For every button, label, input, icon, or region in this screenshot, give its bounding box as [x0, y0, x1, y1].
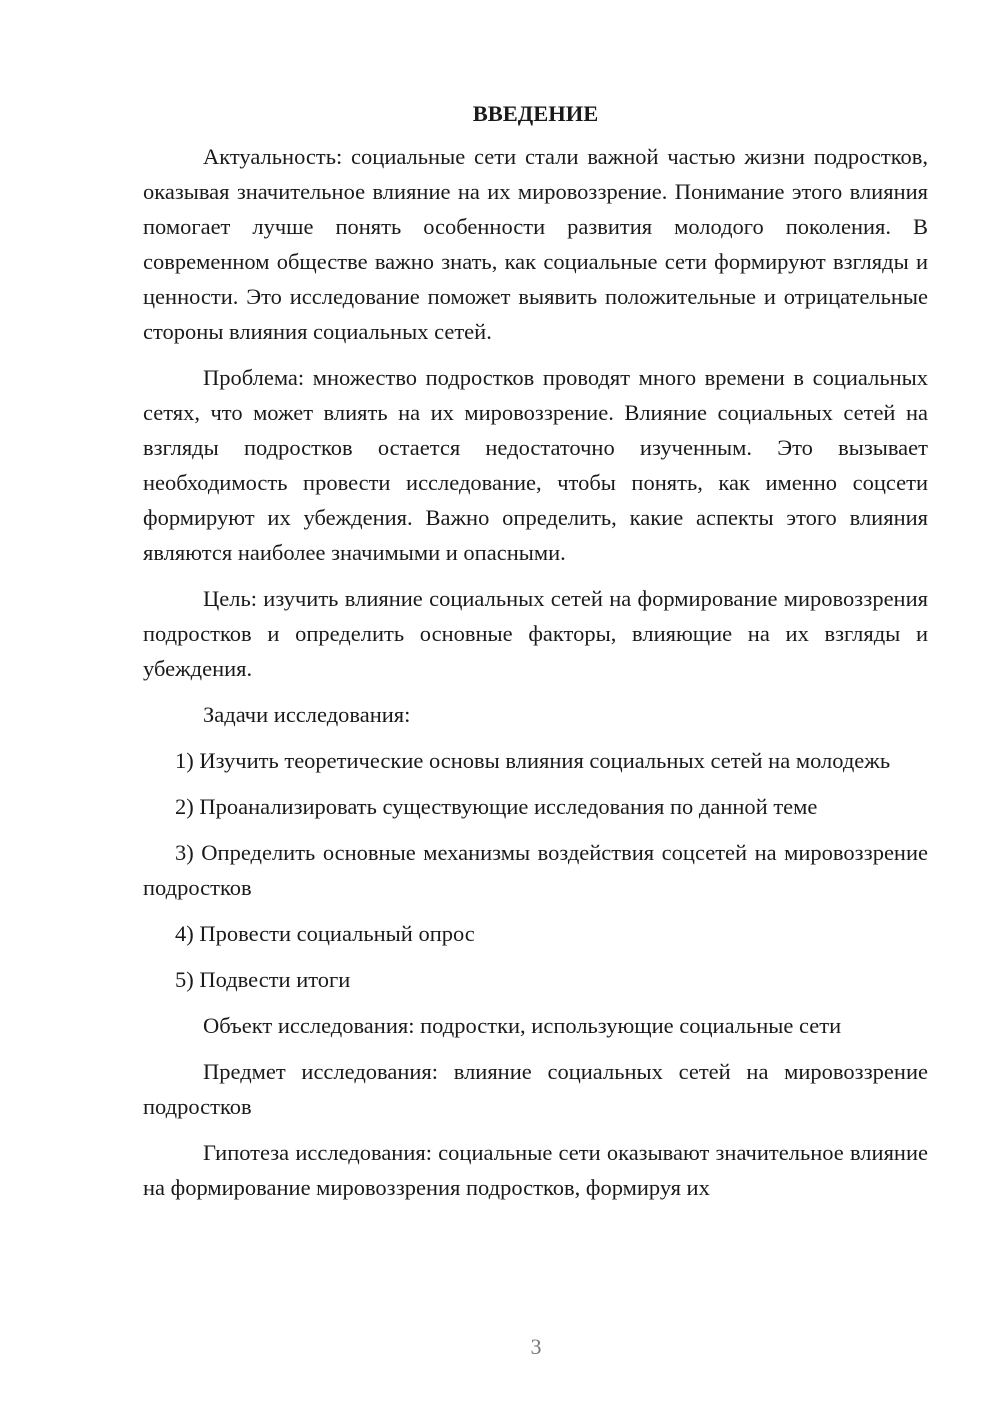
tasks-list	[143, 743, 928, 997]
subject-paragraph: Предмет исследования: влияние социальных сетей на мировоззрение подростков	[143, 1059, 928, 1119]
task-item: 1) Изучить теоретические основы влияния социальных сетей на молодежь	[175, 748, 891, 773]
page-number: 3	[530, 1334, 542, 1359]
task-item: 5) Подвести итоги	[175, 967, 351, 992]
task-item: 3) Определить основные механизмы воздействия соцсетей на мировоззрение подростков	[143, 840, 928, 900]
relevance-paragraph: Актуальность: социальные сети стали важной частью жизни подростков, оказывая значительное влияние на их мировоззрение. Понимание этого влияния помогает лучше понять особенности развития молодого поколения. В современном обществе важно знать, как социальные сети формируют взгляды и ценности. Это исследование поможет выявить положительные и отрицательные стороны влияния социальных сетей.	[143, 144, 928, 344]
page-title: ВВЕДЕНИЕ	[472, 101, 599, 126]
goal-paragraph: Цель: изучить влияние социальных сетей на формирование мировоззрения подростков и определить основные факторы, влияющие на их взгляды и убеждения.	[143, 586, 928, 681]
document-body	[143, 96, 928, 1216]
task-item: 2) Проанализировать существующие исследования по данной теме	[175, 794, 818, 819]
object-paragraph: Объект исследования: подростки, использующие социальные сети	[203, 1013, 842, 1038]
problem-paragraph: Проблема: множество подростков проводят много времени в социальных сетях, что может влиять на их мировоззрение. Влияние социальных сетей на взгляды подростков остается недостаточно изученным. Это вызывает необходимость провести исследование, чтобы понять, как именно соцсети формируют их убеждения. Важно определить, какие аспекты этого влияния являются наиболее значимыми и опасными.	[143, 365, 928, 565]
tasks-heading: Задачи исследования:	[203, 702, 411, 727]
hypothesis-paragraph: Гипотеза исследования: социальные сети оказывают значительное влияние на формирование мировоззрения подростков, формируя их	[143, 1140, 928, 1200]
task-item: 4) Провести социальный опрос	[175, 921, 475, 946]
